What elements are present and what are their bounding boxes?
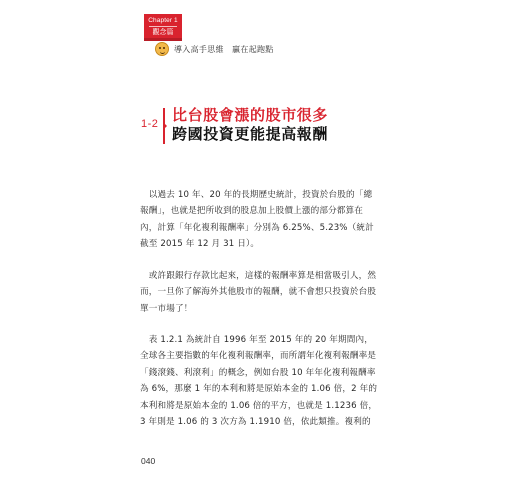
paragraph-2: [140, 268, 384, 317]
page-number: 040: [141, 456, 156, 466]
text-line: 表 1.2.1 為統計自 1996 年至 2015 年的 20 年期間內，: [140, 335, 374, 345]
chapter-subtitle: 導入高手思維 贏在起跑點: [174, 45, 274, 54]
text-line: 「錢滾錢、利滾利」的概念，例如台股 10 年年化複利報酬率: [140, 367, 376, 378]
paragraph-1: [140, 187, 384, 253]
text-line: 報酬」，也就是把所收到的股息加上股價上漲的部分都算在: [140, 206, 364, 217]
chapter-label: Chapter 1: [148, 17, 178, 24]
chapter-tab: [144, 14, 182, 38]
text-line: 3 年則是 1.06 的 3 次方為 1.1910 倍，依此類推。複利的: [140, 417, 371, 428]
text-line: 全球各主要指數的年化複利報酬率，而所謂年化複利報酬率是: [140, 351, 377, 362]
section-title-line1: 比台股會漲的股市很多: [172, 106, 329, 124]
section-title-line2: 跨國投資更能提高報酬: [172, 125, 329, 143]
text-line: 本利和將是原始本金的 1.06 倍的平方，也就是 1.1236 倍，: [140, 400, 378, 411]
text-line: 截至 2015 年 12 月 31 日）。: [140, 239, 260, 250]
paragraph-3: [140, 332, 384, 430]
text-line: 或許跟銀行存款比起來，這樣的報酬率算是相當吸引人，然: [140, 271, 377, 281]
text-line: 內，計算「年化複利報酬率」分別為 6.25%、5.23%（統計: [140, 222, 374, 233]
section-divider: [163, 108, 165, 144]
text-line: 而，一旦你了解海外其他股市的報酬，就不會想只投資於台股: [140, 287, 377, 298]
section-title: [172, 106, 328, 144]
mascot-icon: [155, 42, 169, 56]
text-line: 為 6%，那麼 1 年的本利和將是原始本金的 1.06 倍，2 年的: [140, 384, 378, 395]
section-number: 1-2: [141, 118, 159, 130]
text-line: 以過去 10 年、20 年的長期歷史統計，投資於台股的「總: [140, 190, 373, 200]
text-line: 單一市場了！: [140, 303, 193, 314]
chapter-name: 觀念篇: [149, 26, 177, 37]
